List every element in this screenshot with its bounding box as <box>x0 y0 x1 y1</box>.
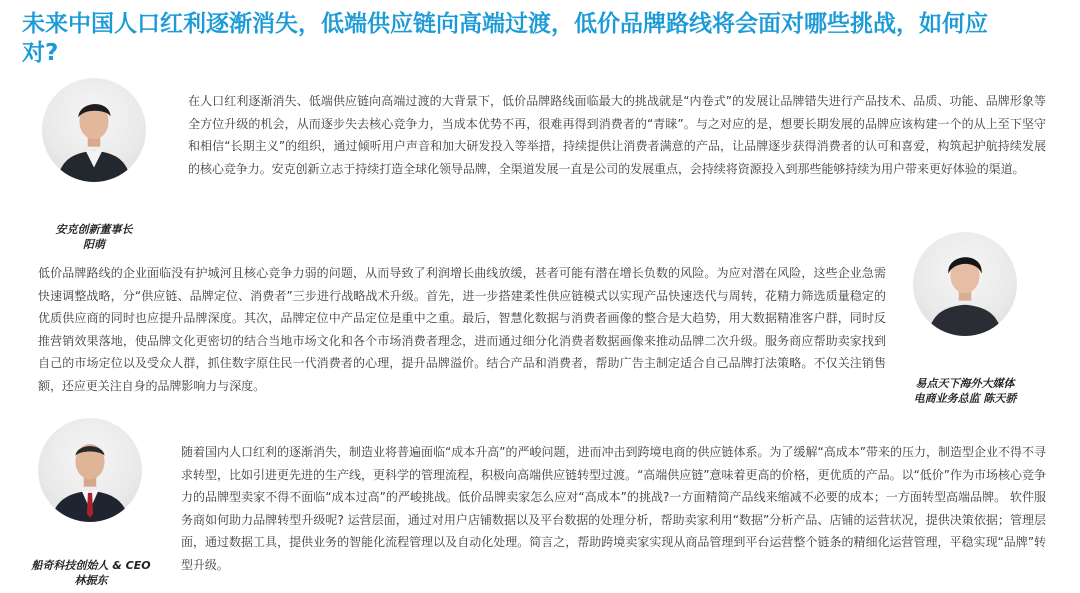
avatar <box>42 78 146 182</box>
speaker-name: 林振东 <box>74 574 108 587</box>
person-portrait-icon <box>913 232 1017 336</box>
person-portrait-icon <box>38 418 142 522</box>
answer-paragraph: 低价品牌路线的企业面临没有护城河且核心竞争力弱的问题，从而导致了利润增长曲线放缓，甚者可能有潜在增长负数的风险。为应对潜在风险，这些企业急需快速调整战略，分“供应链、品牌定位、消费者”三步进行战略战术升级。首先，进一步搭建柔性供应链模式以实现产品快速迭代与周转，花精力筛选质量稳定的优质供应商的同时也应提升品牌深度。其次，品牌定位中产品定位是重中之重。最后，智慧化数据与消费者画像的整合是大趋势，用大数据精准客户群，同时反推营销效果落地，使品牌文化更密切的结合当地市场文化和各个市场消费者理念，进而通过细分化消费者数据画像来推动品牌二次升级。服务商应帮助卖家找到自己的市场定位以及受众人群，抓住数字原住民一代消费者的心理，提升品牌溢价。结合产品和消费者，帮助广告主制定适合自己品牌打法策略。不仅关注销售额，还应更关注自身的品牌影响力与深度。 <box>38 266 886 393</box>
answer-paragraph: 在人口红利逐渐消失、低端供应链向高端过渡的大背景下，低价品牌路线面临最大的挑战就是“内卷式”的发展让品牌错失进行产品技术、品质、功能、品牌形象等全方位升级的机会，从而逐步失去核心竞争力，当成本优势不再，很难再得到消费者的“青睐”。与之对应的是，想要长期发展的品牌应该构建一个的从上至下坚守和相信“长期主义”的组织，通过倾听用户声音和加大研发投入等举措，持续提供让消费者满意的产品，让品牌逐步获得消费者的认可和喜爱，构筑起护航持续发展的核心竞争力。安克创新立志于持续打造全球化领导品牌，全渠道发展一直是公司的发展重点，会持续将资源投入到那些能够持续为用户带来更好体验的渠道。 <box>188 94 1046 176</box>
speaker-title: 易点天下海外大媒体 <box>915 377 1015 390</box>
speaker-caption <box>905 376 1025 406</box>
answer-paragraph: 随着国内人口红利的逐渐消失，制造业将普遍面临“成本升高”的严峻问题，进而冲击到跨境电商的供应链体系。为了缓解“高成本”带来的压力，制造型企业不得不寻求转型，比如引进更先进的生产线，更科学的管理流程，积极向高端供应链转型过渡。“高端供应链”意味着更高的价格，更优质的产品。以“低价”作为市场核心竞争力的品牌型卖家不得不面临“成本过高”的严峻挑战。低价品牌卖家怎么应对“高成本”的挑战?一方面精简产品线来缩减不必要的成本；一方面转型高端品牌。 软件服务商如何助力品牌转型升级呢? 运营层面，通过对用户店铺数据以及平台数据的处理分析，帮助卖家利用“数据”分析产品、店铺的运营状况，提供决策依据；管理层面，通过数据工具，提供业务的智能化流程管理以及自动化处理。简言之，帮助跨境卖家实现从商品管理到平台运营整个链条的精细化运营管理，平稳实现“品牌”转型升级。 <box>181 445 1046 572</box>
speaker-name: 阳萌 <box>83 238 105 251</box>
page-title: 未来中国人口红利逐渐消失，低端供应链向高端过渡，低价品牌路线将会面对哪些挑战，如何应对? <box>22 11 988 66</box>
speaker-caption <box>30 222 158 252</box>
speaker-name: 电商业务总监 陈天骄 <box>913 392 1017 405</box>
person-portrait-icon <box>42 78 146 182</box>
avatar <box>38 418 142 522</box>
speaker-title: 船奇科技创始人 & CEO <box>31 559 151 572</box>
speaker-caption <box>24 558 158 588</box>
avatar <box>913 232 1017 336</box>
speaker-title: 安克创新董事长 <box>55 223 133 236</box>
